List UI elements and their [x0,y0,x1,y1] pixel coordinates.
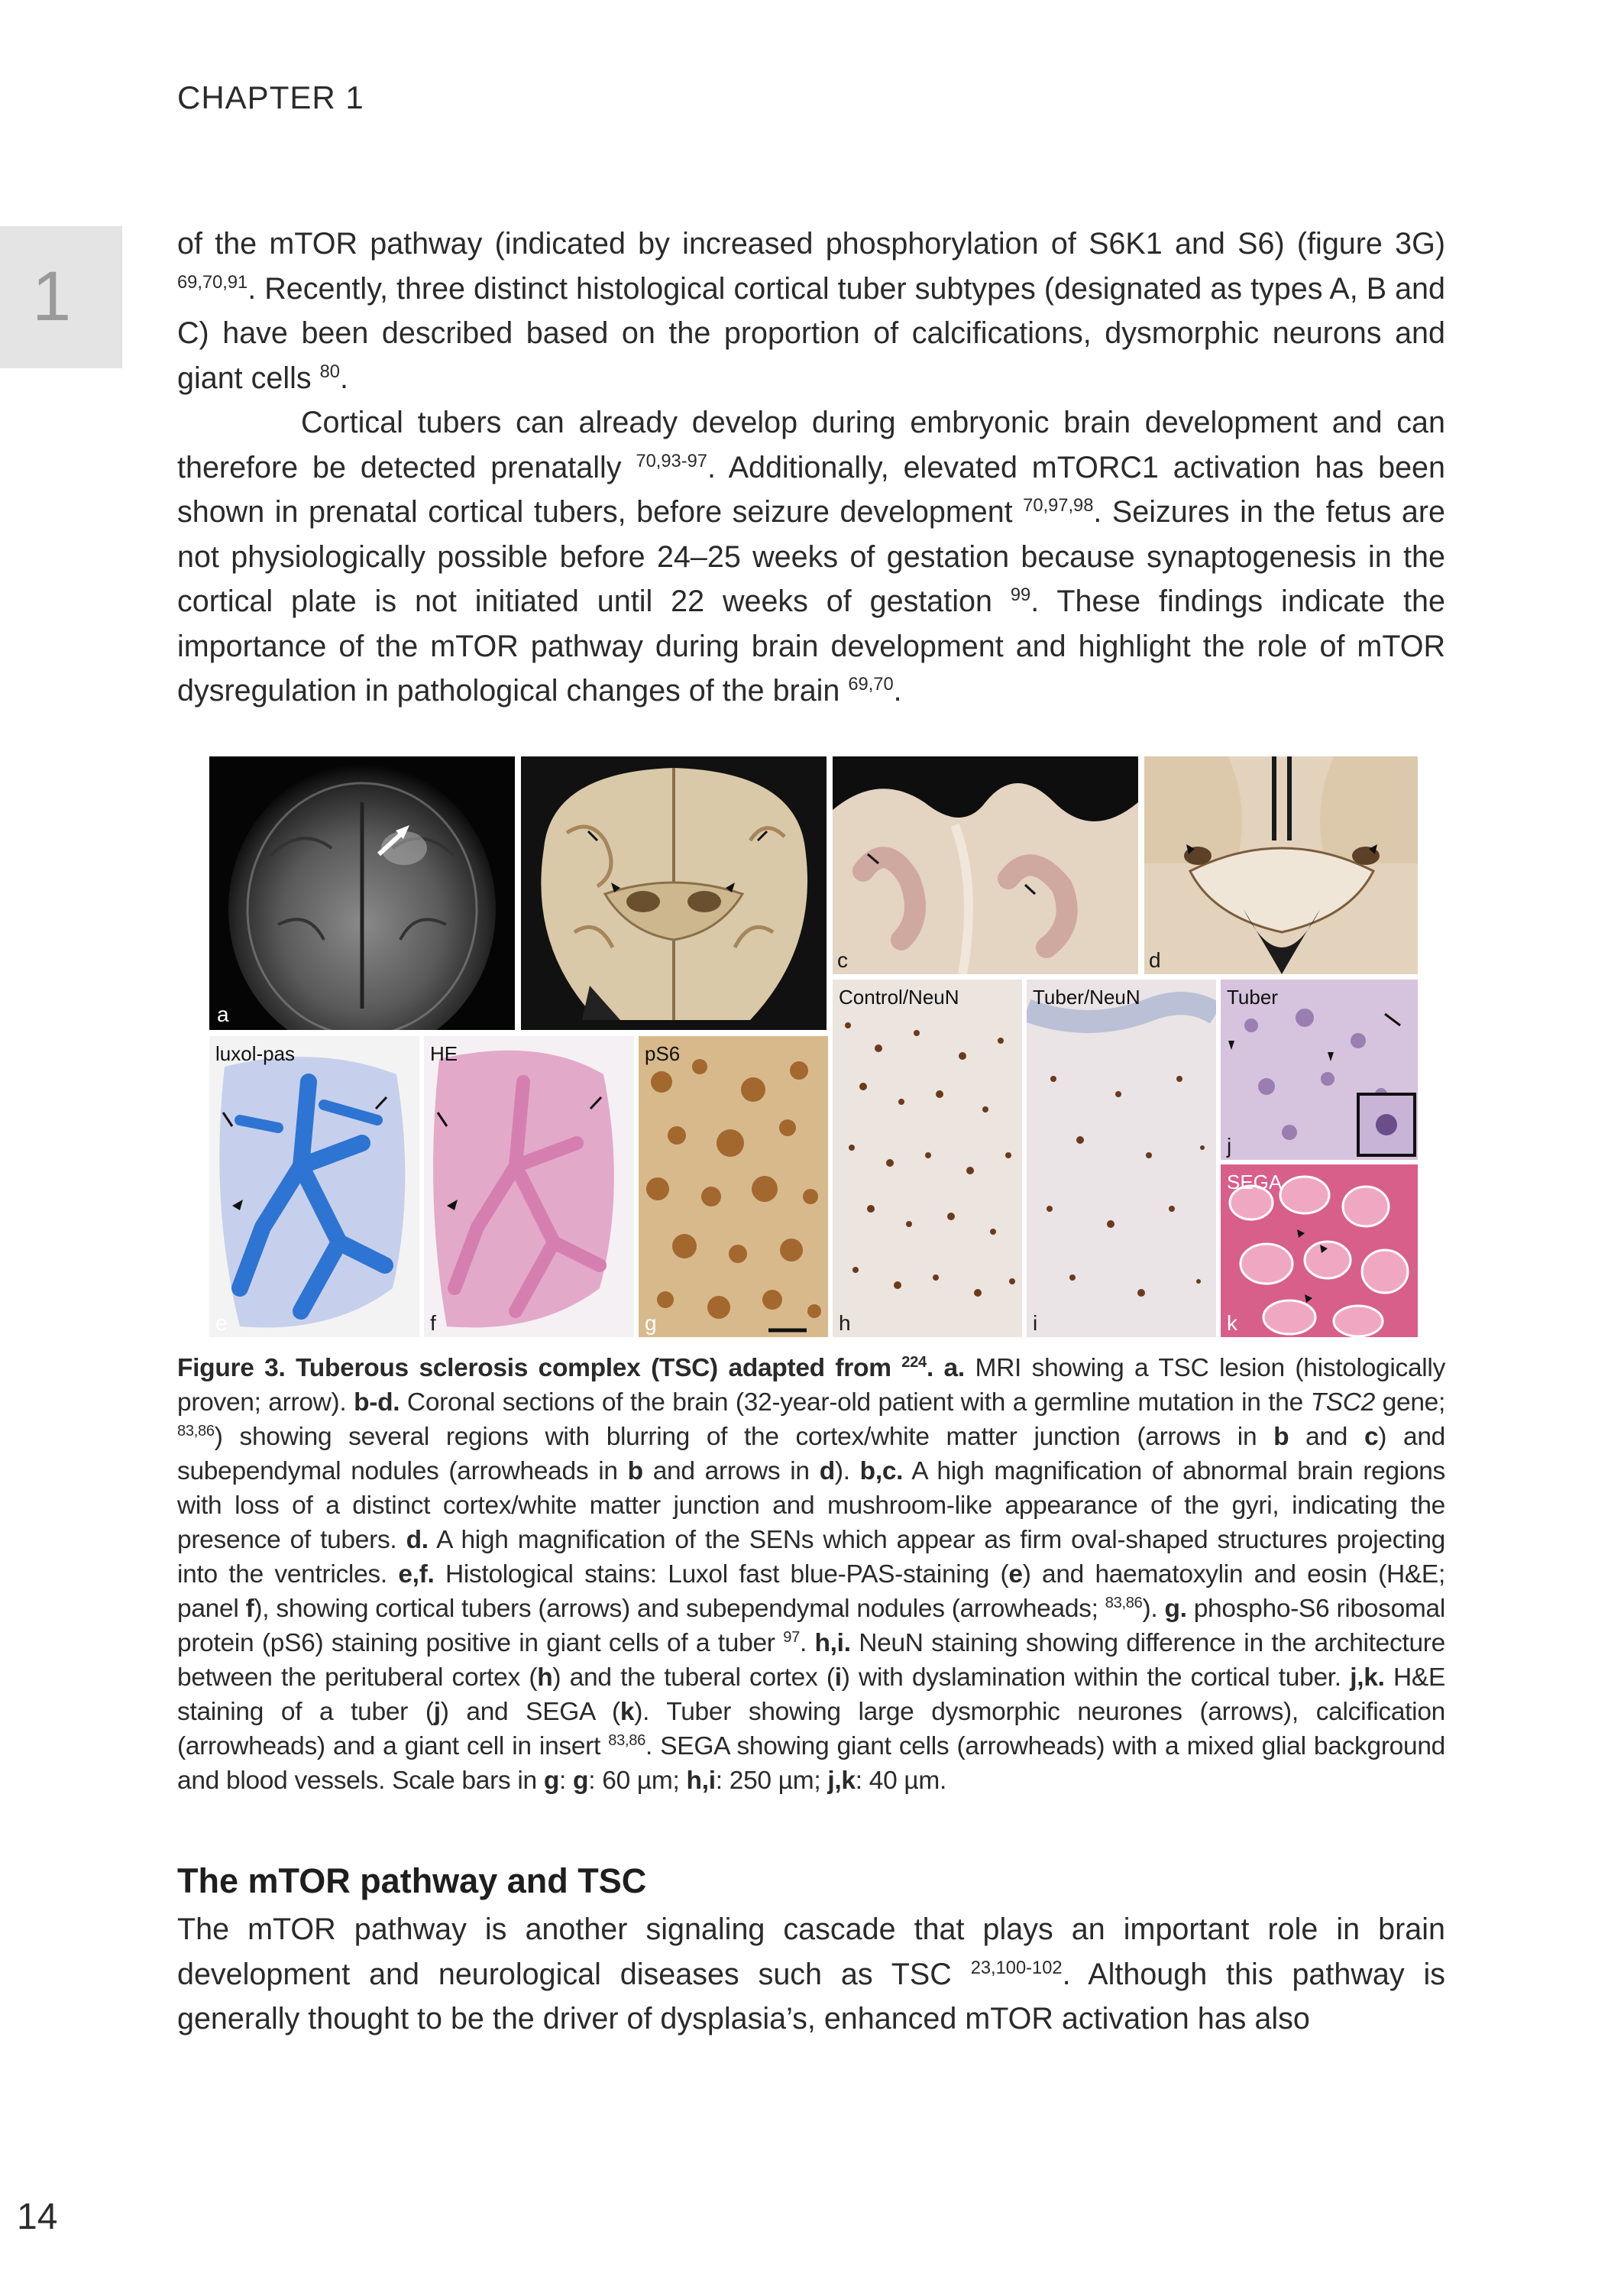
section-heading: The mTOR pathway and TSC [177,1861,647,1900]
figure-caption: Figure 3. Tuberous sclerosis complex (TSC) adapted from $^{224}$. a. MRI showing a TSC lesion (histologically proven; arrow). b-d. Coronal sections of the brain (32-year-old patient with a germline mutation in the TSC2 gene; $^{83,86}$) showing several regions with blurring of the cortex/white matter junction (arrows in b and c) and subependymal nodules (arrowheads in b and arrows in d). b,c. A high magnification of abnormal brain regions with loss of a distinct cortex/white matter junction and mushroom-like appearance of the gyri, indicating the presence of tubers. d. A high magnification of the SENs which appear as firm oval-shaped structures projecting into the ventricles. e,f. Histological stains: Luxol fast blue-PAS-staining (e) and haematoxylin and eosin (H&E; panel f), showing cortical tubers (arrows) and subependymal nodules (arrowheads; $^{83,86}$). g. phospho-S6 ribosomal protein (pS6) staining positive in giant cells of a tuber $^{97}$. h,i. NeuN staining showing difference in the architecture between the perituberal cortex (h) and the tuberal cortex (i) with dyslamination within the cortical tuber. j,k. H&E staining of a tuber (j) and SEGA (k). Tuber showing large dysmorphic neurones (arrows), calcification (arrowheads) and a giant cell in insert $^{83,86}$. SEGA showing giant cells (arrowheads) with a mixed glial background and blood vessels. Scale bars in g: g: 60 µm; h,i: 250 µm; j,k: 40 µm. [177,1353,1446,1795]
body-text-top [177,222,1445,714]
chapter-tab [0,226,122,368]
panel-j-tuber-he: Tuber j [1221,980,1418,1160]
panel-c-magnified: c [833,756,1138,974]
panel-f-he: HE f [424,1036,634,1337]
figure-3 [209,756,1418,1337]
panel-a-mri: a [209,756,515,1030]
panel-k-sega: SEGA k [1221,1164,1418,1337]
body-text-bottom [177,1907,1445,2042]
page-number: 14 [17,2197,58,2237]
paragraph-2: Cortical tubers can already develop during embryonic brain development and can therefore be detected prenatally $^{70,93-97}$. Additionally, elevated mTORC1 activation has been shown in prenatal cortical tubers, before seizure development $^{70,97,98}$. Seizures in the fetus are not physiologically possible before 24–25 weeks of gestation because synaptogenesis in the cortical plate is not initiated until 22 weeks of gestation $^{99}$. These findings indicate the importance of the mTOR pathway during brain development and highlight the role of mTOR dysregulation in pathological changes of the brain $^{69,70}$. [177,406,1445,708]
panel-i-tuber-neun: Tuber/NeuN i [1027,980,1216,1337]
paragraph-1: of the mTOR pathway (indicated by increased phosphorylation of S6K1 and S6) (figure 3G) $^{69,70,91}$. Recently, three distinct histological cortical tuber subtypes (designated as types A, B and C) have been described based on the proportion of calcifications, dysmorphic neurons and giant cells $^{80}$. [177,227,1445,395]
chapter-header: CHAPTER 1 [177,79,364,115]
section-paragraph: The mTOR pathway is another signaling cascade that plays an important role in brain development and neurological diseases such as TSC $^{23,100-102}$. Although this pathway is generally thought to be the driver of dysplasia’s, enhanced mTOR activation has also [177,1912,1446,2036]
panel-g-ps6: pS6 g [639,1036,828,1337]
panel-h-control-neun: Control/NeuN h [833,980,1022,1337]
panel-d-magnified: d [1144,756,1418,974]
panel-b-coronal: b [521,756,827,1030]
chapter-tab-number: 1 [32,257,72,335]
panel-e-luxol: luxol-pas e [209,1036,419,1337]
